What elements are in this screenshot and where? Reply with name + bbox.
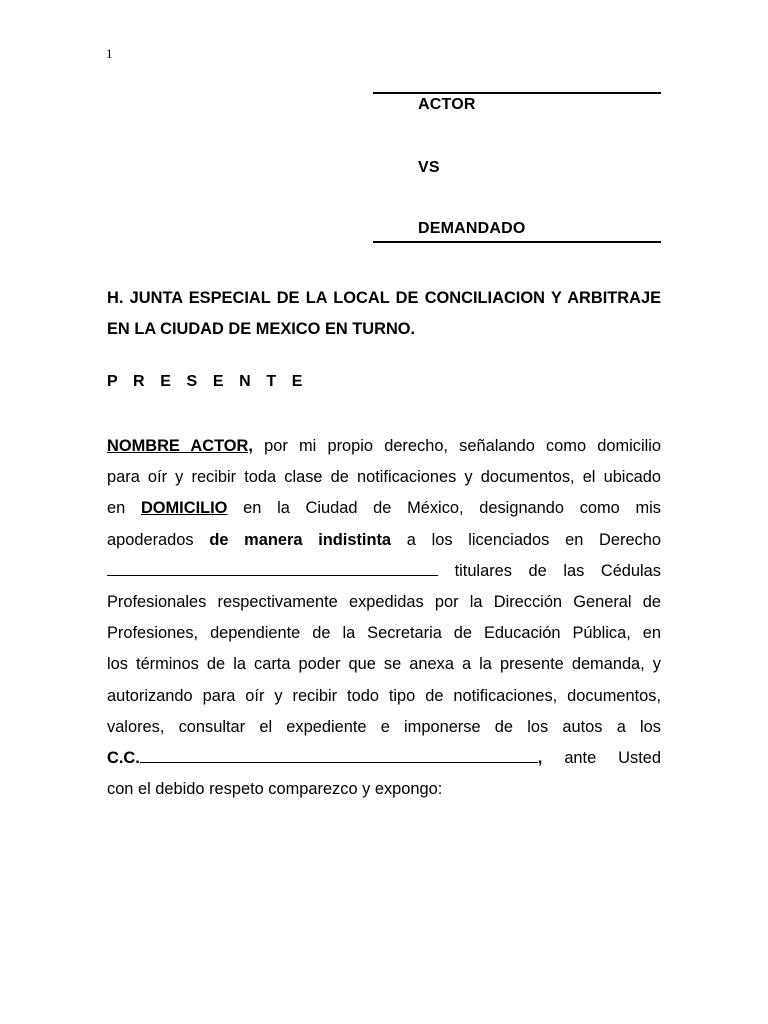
addressee-heading: H. JUNTA ESPECIAL DE LA LOCAL DE CONCILIACION Y ARBITRAJE EN LA CIUDAD DE MEXICO EN TURNO. (107, 289, 661, 338)
body-line (107, 462, 661, 493)
indistinta-emphasis: de manera indistinta (209, 530, 392, 549)
actor-name-placeholder: NOMBRE ACTOR, (107, 437, 253, 455)
defendant-label: DEMANDADO (418, 220, 526, 237)
body-text-segment: titulares de las Cédulas (438, 561, 661, 580)
domicilio-placeholder: DOMICILIO (140, 499, 228, 518)
actor-label: ACTOR (418, 96, 476, 113)
body-line (107, 618, 661, 649)
body-line (107, 431, 661, 462)
body-text-segment: en la Ciudad de México, designando como mis (227, 499, 661, 518)
body-text-segment: para oír y recibir toda clase de notificaciones y documentos, el ubicado (107, 468, 661, 487)
cc-blank-line (140, 748, 538, 763)
body-line (107, 712, 661, 743)
body-text-segment: en (107, 499, 141, 518)
cc-comma: , (537, 748, 543, 767)
body-text-segment: Profesiones, dependiente de la Secretaria de Educación Pública, en (107, 624, 661, 643)
body-text-segment: valores, consultar el expediente e imponerse de los autos a los (107, 717, 661, 736)
bottom-divider-line (373, 241, 661, 243)
body-line (107, 681, 661, 712)
body-text-segment: por mi propio derecho, señalando como domicilio (252, 437, 661, 455)
body-text-segment: con el debido respeto comparezco y expongo: (107, 780, 443, 799)
body-line (107, 774, 661, 805)
cc-label: C.C. (107, 748, 140, 767)
body-text-segment: autorizando para oír y recibir todo tipo de notificaciones, documentos, (107, 686, 661, 705)
body-paragraph (107, 431, 661, 805)
lawyers-blank-line (107, 561, 438, 576)
body-text-segment: apoderados (107, 530, 210, 549)
body-text-segment: Profesionales respectivamente expedidas por la Dirección General de (107, 592, 661, 611)
body-line (107, 525, 661, 556)
body-text-segment: a los licenciados en Derecho (391, 530, 661, 549)
body-text-segment: los términos de la carta poder que se anexa a la presente demanda, y (107, 655, 661, 674)
body-line (107, 493, 661, 524)
body-line (107, 649, 661, 680)
body-line (107, 587, 661, 618)
vs-label: VS (418, 159, 440, 176)
body-text-segment: ante Usted (542, 748, 661, 767)
body-line (107, 556, 661, 587)
top-divider-line (373, 92, 661, 94)
presente-heading: P R E S E N T E (107, 373, 309, 390)
body-line (107, 743, 661, 774)
page-number: 1 (106, 46, 113, 61)
